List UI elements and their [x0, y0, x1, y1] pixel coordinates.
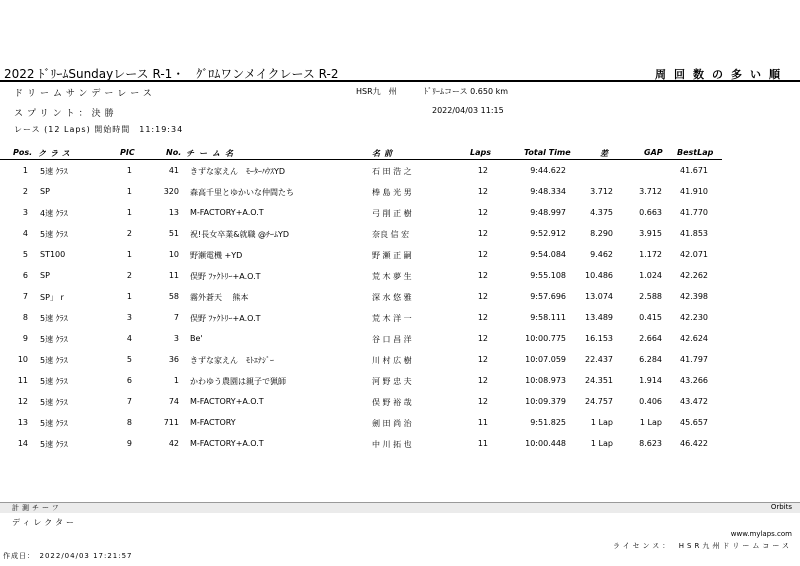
cell-gap: 0.663	[639, 208, 662, 217]
title-bar	[0, 63, 800, 82]
cell-no: 51	[168, 229, 179, 238]
cell-best: 41.853	[680, 229, 708, 238]
cell-name: 劍 田 尚 治	[372, 419, 412, 428]
cell-pic: 4	[126, 334, 132, 343]
cell-pos: 4	[22, 229, 28, 238]
cell-pic: 7	[126, 397, 132, 406]
cell-gap: 1.172	[639, 250, 662, 259]
cell-laps: 12	[477, 250, 488, 259]
cell-gap: 3.915	[639, 229, 662, 238]
cell-pos: 14	[17, 439, 28, 448]
cell-class: 5速 ｸﾗｽ	[40, 314, 68, 323]
cell-class: SP	[40, 187, 50, 196]
cell-best: 46.422	[680, 439, 708, 448]
mylaps-url: www.mylaps.com	[730, 530, 792, 538]
course: ﾄﾞﾘｰﾑコース 0.650 km	[424, 87, 509, 96]
cell-laps: 12	[477, 271, 488, 280]
cell-total: 10:00.775	[525, 334, 566, 343]
cell-total: 9:44.622	[530, 166, 566, 175]
cell-laps: 12	[477, 292, 488, 301]
cell-best: 41.910	[680, 187, 708, 196]
cell-pic: 1	[126, 187, 132, 196]
cell-total: 9:48.997	[530, 208, 566, 217]
cell-gap: 1 Lap	[639, 418, 662, 427]
cell-class: 5速 ｸﾗｽ	[40, 398, 68, 407]
col-class: クラス	[38, 149, 74, 158]
series-name: ドリームサンデーレース	[14, 89, 156, 99]
col-pos: Pos.	[13, 148, 33, 157]
cell-diff: 24.757	[585, 397, 613, 406]
col-laps: Laps	[470, 148, 491, 157]
table-row	[0, 208, 800, 229]
cell-diff: 22.437	[585, 355, 613, 364]
table-row	[0, 271, 800, 292]
cell-pos: 13	[17, 418, 28, 427]
cell-class: 5速 ｸﾗｽ	[40, 377, 68, 386]
cell-team: M-FACTORY+A.O.T	[190, 208, 264, 217]
cell-best: 42.624	[680, 334, 708, 343]
cell-laps: 12	[477, 229, 488, 238]
cell-laps: 11	[477, 418, 488, 427]
race-start: レース (12 Laps) 開始時間 11:19:34	[14, 125, 184, 134]
cell-no: 36	[168, 355, 179, 364]
table-row	[0, 439, 800, 460]
cell-name: 俣 野 裕 哉	[372, 398, 412, 407]
cell-laps: 12	[477, 397, 488, 406]
cell-gap: 6.284	[639, 355, 662, 364]
cell-pic: 1	[126, 166, 132, 175]
cell-no: 10	[168, 250, 179, 259]
cell-no: 58	[168, 292, 179, 301]
table-row	[0, 355, 800, 376]
cell-gap: 2.588	[639, 292, 662, 301]
cell-diff: 8.290	[590, 229, 613, 238]
orbits-brand: Orbits	[770, 503, 792, 511]
cell-pos: 9	[22, 334, 28, 343]
created-date: 作成日： 2022/04/03 17:21:57	[3, 552, 133, 560]
director-label: ディレクター	[12, 518, 78, 527]
col-diff: 差	[600, 149, 608, 158]
sort-order-label: 周回数の多い順	[655, 68, 788, 81]
cell-gap: 0.415	[639, 313, 662, 322]
cell-total: 10:00.448	[525, 439, 566, 448]
cell-team: M-FACTORY+A.O.T	[190, 397, 264, 406]
col-total: Total Time	[524, 148, 571, 157]
cell-total: 9:48.334	[530, 187, 566, 196]
cell-team: 霧外蒼天 熊本	[190, 293, 249, 302]
cell-diff: 13.074	[585, 292, 613, 301]
cell-diff: 1 Lap	[590, 439, 613, 448]
cell-best: 42.071	[680, 250, 708, 259]
cell-best: 41.797	[680, 355, 708, 364]
footer-bar	[0, 502, 800, 513]
cell-diff: 1 Lap	[590, 418, 613, 427]
col-best: BestLap	[677, 148, 714, 157]
cell-name: 石 田 浩 之	[372, 167, 412, 176]
cell-class: 5速 ｸﾗｽ	[40, 335, 68, 344]
cell-total: 9:51.825	[530, 418, 566, 427]
cell-class: 5速 ｸﾗｽ	[40, 230, 68, 239]
cell-pos: 12	[17, 397, 28, 406]
cell-name: 深 水 悠 雅	[372, 293, 412, 302]
cell-pic: 5	[126, 355, 132, 364]
cell-total: 9:57.696	[530, 292, 566, 301]
cell-laps: 12	[477, 208, 488, 217]
table-row	[0, 397, 800, 418]
cell-gap: 0.406	[639, 397, 662, 406]
timing-chief-label: 計測チーフ	[12, 504, 62, 512]
cell-no: 11	[168, 271, 179, 280]
session-name: スプリント：決勝	[14, 109, 118, 119]
cell-team: 祝!長女卒業&就職 @ﾁｰﾑYD	[190, 230, 290, 239]
cell-pos: 11	[17, 376, 28, 385]
cell-total: 9:58.111	[530, 313, 566, 322]
table-row	[0, 250, 800, 271]
cell-name: 奈良 信 宏	[372, 230, 410, 239]
session-datetime: 2022/04/03 11:15	[432, 106, 504, 115]
cell-gap: 1.024	[639, 271, 662, 280]
col-gap: GAP	[644, 148, 663, 157]
cell-no: 13	[168, 208, 179, 217]
cell-name: 川 村 広 樹	[372, 356, 412, 365]
cell-name: 棒 島 光 男	[372, 188, 412, 197]
col-pic: PIC	[120, 148, 135, 157]
cell-pic: 2	[126, 229, 132, 238]
cell-pic: 8	[126, 418, 132, 427]
cell-pos: 7	[22, 292, 28, 301]
cell-team: 森高千里とゆかいな仲間たち	[190, 188, 294, 197]
table-header	[0, 148, 722, 160]
cell-no: 1	[173, 376, 179, 385]
cell-no: 7	[173, 313, 179, 322]
table-row	[0, 313, 800, 334]
cell-laps: 12	[477, 355, 488, 364]
table-row	[0, 292, 800, 313]
cell-best: 42.262	[680, 271, 708, 280]
cell-pic: 1	[126, 250, 132, 259]
cell-no: 711	[163, 418, 179, 427]
cell-best: 42.398	[680, 292, 708, 301]
cell-pos: 6	[22, 271, 28, 280]
cell-team: Be'	[190, 334, 203, 343]
cell-laps: 12	[477, 166, 488, 175]
cell-diff: 4.375	[590, 208, 613, 217]
cell-pos: 5	[22, 250, 28, 259]
cell-laps: 11	[477, 439, 488, 448]
cell-laps: 12	[477, 313, 488, 322]
cell-diff: 13.489	[585, 313, 613, 322]
cell-total: 9:52.912	[530, 229, 566, 238]
report-title: 2022 ﾄﾞﾘｰﾑSundayレース R-1・ ｸﾞﾛﾑワンメイクレース R-2	[4, 67, 339, 81]
cell-class: 5速 ｸﾗｽ	[40, 440, 68, 449]
table-row	[0, 166, 800, 187]
cell-best: 42.230	[680, 313, 708, 322]
cell-class: 4速 ｸﾗｽ	[40, 209, 68, 218]
cell-pic: 1	[126, 292, 132, 301]
cell-best: 41.770	[680, 208, 708, 217]
cell-pic: 9	[126, 439, 132, 448]
cell-laps: 12	[477, 187, 488, 196]
cell-laps: 12	[477, 334, 488, 343]
cell-diff: 24.351	[585, 376, 613, 385]
cell-gap: 8.623	[639, 439, 662, 448]
cell-class: SP	[40, 271, 50, 280]
cell-pic: 2	[126, 271, 132, 280]
cell-team: M-FACTORY	[190, 418, 236, 427]
cell-pos: 8	[22, 313, 28, 322]
col-no: No.	[166, 148, 182, 157]
cell-pic: 3	[126, 313, 132, 322]
table-row	[0, 334, 800, 355]
cell-diff: 9.462	[590, 250, 613, 259]
cell-total: 10:08.973	[525, 376, 566, 385]
cell-team: M-FACTORY+A.O.T	[190, 439, 264, 448]
cell-gap: 2.664	[639, 334, 662, 343]
cell-best: 43.472	[680, 397, 708, 406]
cell-team: かわゆう農園は親子で猟師	[190, 377, 286, 386]
cell-pos: 2	[22, 187, 28, 196]
cell-name: 中 川 拓 也	[372, 440, 412, 449]
cell-no: 41	[168, 166, 179, 175]
cell-pos: 3	[22, 208, 28, 217]
venue: HSR九 州	[356, 87, 397, 96]
cell-pos: 10	[17, 355, 28, 364]
cell-no: 3	[173, 334, 179, 343]
cell-class: 5速 ｸﾗｽ	[40, 419, 68, 428]
cell-pic: 1	[126, 208, 132, 217]
cell-name: 荒 木 洋 一	[372, 314, 412, 323]
cell-best: 43.266	[680, 376, 708, 385]
cell-no: 42	[168, 439, 179, 448]
cell-no: 320	[163, 187, 179, 196]
table-row	[0, 376, 800, 397]
cell-gap: 3.712	[639, 187, 662, 196]
cell-name: 弓 削 正 樹	[372, 209, 412, 218]
cell-name: 谷 口 昌 洋	[372, 335, 412, 344]
cell-total: 10:09.379	[525, 397, 566, 406]
cell-team: きずな家えん ﾓﾄｴﾅｼﾞｰ	[190, 356, 274, 365]
cell-class: 5速 ｸﾗｽ	[40, 356, 68, 365]
cell-diff: 3.712	[590, 187, 613, 196]
table-row	[0, 418, 800, 439]
cell-class: SP」 r	[40, 293, 64, 302]
cell-name: 荒 木 夢 生	[372, 272, 412, 281]
cell-total: 9:55.108	[530, 271, 566, 280]
cell-class: ST100	[40, 250, 66, 259]
cell-team: 俣野 ﾌｧｸﾄﾘｰ+A.O.T	[190, 272, 261, 281]
col-team: チーム名	[186, 149, 238, 158]
cell-team: きずな家えん ﾓｰﾀｰﾊｳｽYD	[190, 167, 286, 176]
cell-diff: 16.153	[585, 334, 613, 343]
cell-best: 41.671	[680, 166, 708, 175]
cell-team: 野瀬電機 +YD	[190, 251, 243, 260]
table-row	[0, 229, 800, 250]
cell-laps: 12	[477, 376, 488, 385]
col-name: 名前	[372, 149, 396, 158]
cell-class: 5速 ｸﾗｽ	[40, 167, 68, 176]
cell-name: 河 野 忠 夫	[372, 377, 412, 386]
cell-no: 74	[168, 397, 179, 406]
cell-gap: 1.914	[639, 376, 662, 385]
cell-name: 野 瀬 正 嗣	[372, 251, 412, 260]
cell-team: 俣野 ﾌｧｸﾄﾘｰ+A.O.T	[190, 314, 261, 323]
cell-pic: 6	[126, 376, 132, 385]
table-row	[0, 187, 800, 208]
cell-diff: 10.486	[585, 271, 613, 280]
cell-total: 9:54.084	[530, 250, 566, 259]
cell-best: 45.657	[680, 418, 708, 427]
cell-pos: 1	[22, 166, 28, 175]
cell-total: 10:07.059	[525, 355, 566, 364]
license-label: ライセンス： HSR九州ドリームコース	[612, 542, 792, 550]
